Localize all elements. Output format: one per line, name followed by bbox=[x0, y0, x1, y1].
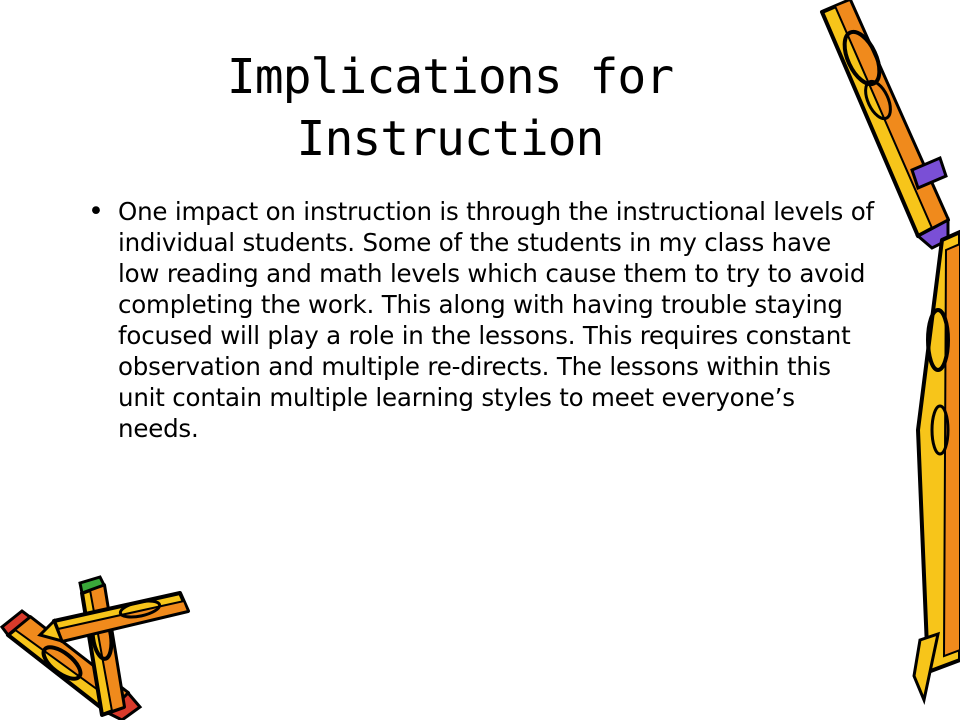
slide-title: Implications for Instruction bbox=[226, 49, 674, 167]
pencil-icon bbox=[822, 0, 948, 248]
pencil-icon bbox=[914, 232, 960, 700]
pencils-clipart-bottom-left bbox=[0, 575, 200, 720]
bullet-item bbox=[88, 196, 878, 444]
bullet-text: One impact on instruction is through the instructional levels of individual students. Some of the students in my class have low reading and math levels which cause them to try to avoid completing the work. This along with having trouble staying focused will play a role in the lessons. This requires constant observation and multiple re-directs. The lessons within this unit contain multiple learning styles to meet everyone’s needs. bbox=[118, 197, 874, 443]
bullet-list bbox=[88, 196, 878, 444]
bullet-marker: • bbox=[88, 196, 104, 227]
pencil-clipart-top-right bbox=[800, 0, 960, 720]
